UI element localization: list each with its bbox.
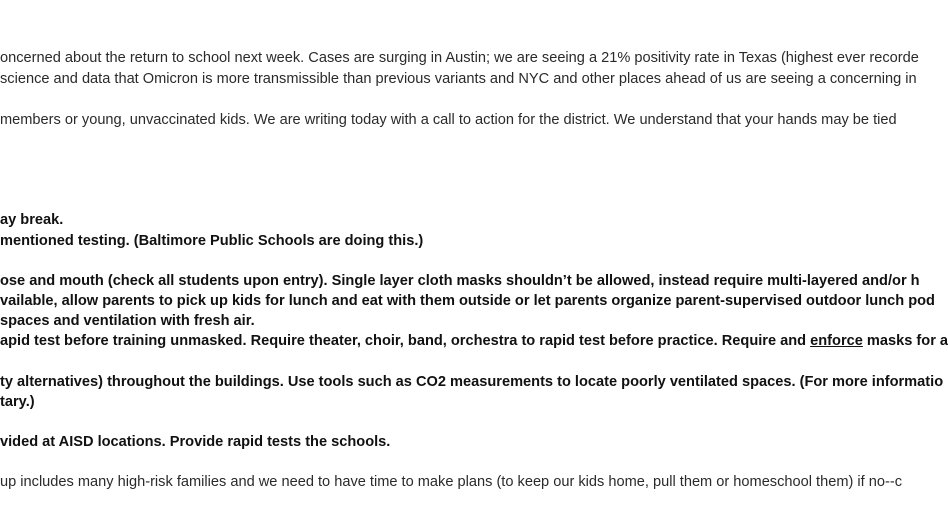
intro-line-1: oncerned about the return to school next week. Cases are surging in Austin; we are seeing a 21% positivity rate in Texas (highest ever recorde	[0, 50, 919, 66]
request-line-1: ay break.	[0, 212, 64, 228]
intro-line-2: science and data that Omicron is more transmissible than previous variants and NYC and other places ahead of us are seeing a concerning in	[0, 71, 917, 87]
request-line-6	[0, 331, 948, 351]
request-line-9: vided at AISD locations. Provide rapid tests the schools.	[0, 434, 391, 450]
request-line-6-tail: masks for a	[862, 333, 948, 349]
request-line-6-text: apid test before training unmasked. Require theater, choir, band, orchestra to rapid test before practice. Require and	[0, 333, 811, 349]
enforce-underlined-text: enforce	[810, 333, 863, 349]
request-line-8: tary.)	[0, 394, 35, 410]
request-line-5: spaces and ventilation with fresh air.	[0, 313, 255, 329]
request-line-3: ose and mouth (check all students upon entry). Single layer cloth masks shouldn’t be allowed, instead require multi-layered and/or h	[0, 273, 920, 289]
request-line-2: mentioned testing. (Baltimore Public Schools are doing this.)	[0, 233, 424, 249]
intro-line-3: members or young, unvaccinated kids. We are writing today with a call to action for the district. We understand that your hands may be tied	[0, 112, 897, 128]
request-line-7: ty alternatives) throughout the buildings. Use tools such as CO2 measurements to locate poorly ventilated spaces. (For more informatio	[0, 374, 944, 390]
request-line-4: vailable, allow parents to pick up kids for lunch and eat with them outside or let parents organize parent-supervised outdoor lunch pod	[0, 293, 935, 309]
closing-line-1: up includes many high-risk families and we need to have time to make plans (to keep our kids home, pull them or homeschool them) if no--c	[0, 474, 903, 490]
